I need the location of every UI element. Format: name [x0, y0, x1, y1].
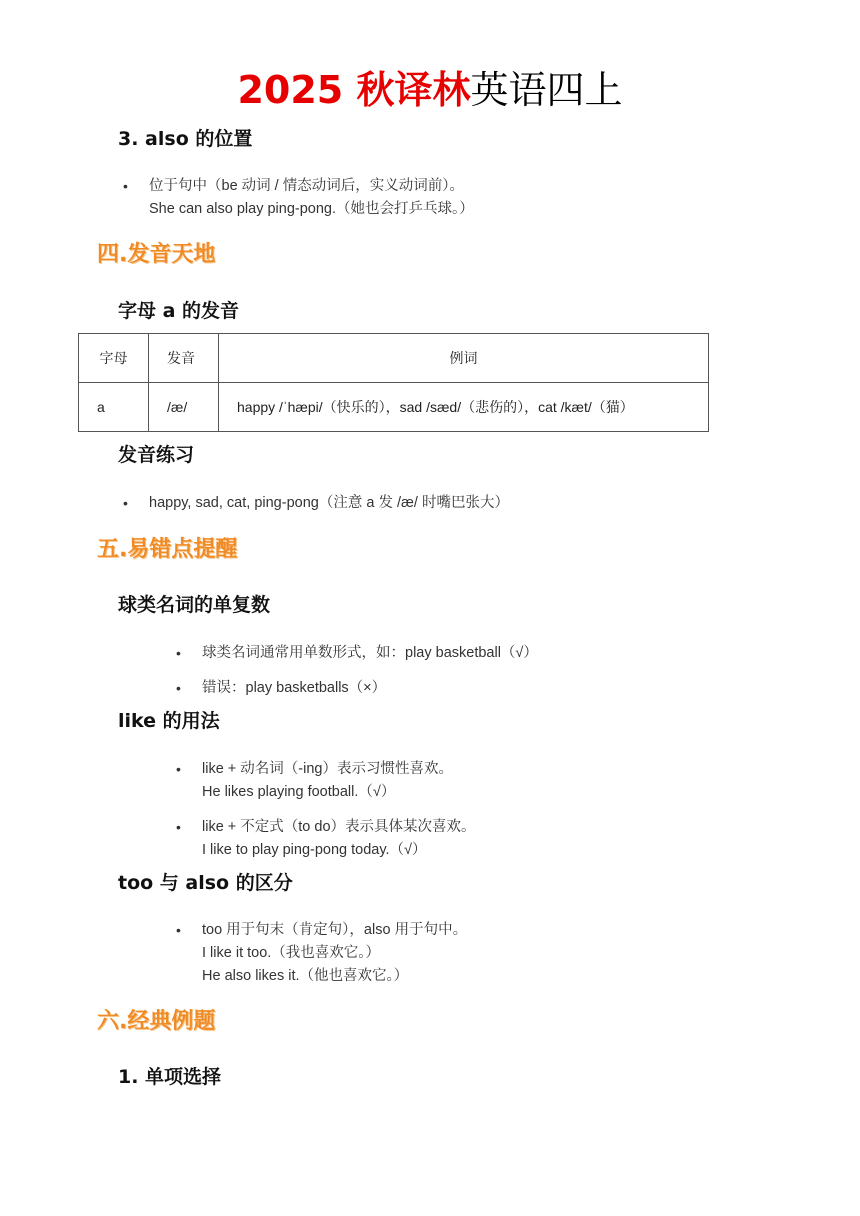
practice-bullet: [123, 492, 509, 515]
table-header-cell: 例词: [219, 334, 709, 383]
page-title: [0, 62, 860, 118]
title-year: 2025: [237, 68, 344, 112]
bullet-dot-icon: •: [123, 495, 128, 511]
bullet-text: like + 不定式（to do）表示具体某次喜欢。: [202, 819, 476, 835]
bullet-example: She can also play ping-pong.（她也会打乒乓球。）: [149, 201, 474, 217]
ball-nouns-bullet-1: [176, 642, 538, 665]
letter-a-heading: 字母 a 的发音: [118, 300, 240, 322]
bullet-dot-icon: •: [123, 178, 128, 194]
table-row: [79, 383, 709, 432]
section-heading-examples: 六.经典例题: [97, 1009, 216, 1034]
bullet-text: 位于句中（be 动词 / 情态动词后，实义动词前）。: [149, 178, 464, 194]
bullet-text: happy, sad, cat, ping-pong（注意 a 发 /æ/ 时嘴巴张大）: [149, 495, 509, 511]
bullet-example: He also likes it.（他也喜欢它。）: [202, 968, 409, 984]
bullet-text: 球类名词通常用单数形式，如：play basketball（√）: [202, 645, 538, 661]
table-cell: /æ/: [149, 383, 219, 432]
ball-nouns-bullet-2: [176, 677, 387, 700]
bullet-example: He likes playing football.（√）: [202, 784, 396, 800]
table-cell: happy /ˈhæpi/（快乐的），sad /sæd/（悲伤的），cat /kæt/（猫）: [219, 383, 709, 432]
ball-nouns-heading: 球类名词的单复数: [118, 594, 271, 616]
bullet-dot-icon: •: [176, 922, 181, 938]
title-subject: 英语四上: [470, 68, 623, 112]
table-header-row: [79, 334, 709, 383]
like-usage-heading: like 的用法: [118, 710, 220, 732]
table-header-cell: 字母: [79, 334, 149, 383]
pronunciation-table: [78, 333, 709, 432]
also-position-bullet: [123, 175, 474, 221]
bullet-text: like + 动名词（-ing）表示习惯性喜欢。: [202, 761, 453, 777]
practice-heading: 发音练习: [118, 444, 195, 466]
section-heading-common-mistakes: 五.易错点提醒: [97, 537, 238, 562]
like-usage-bullet-2: [176, 816, 476, 862]
table-header-cell: 发音: [149, 334, 219, 383]
single-choice-heading: 1. 单项选择: [118, 1066, 222, 1088]
like-usage-bullet-1: [176, 758, 453, 804]
bullet-dot-icon: •: [176, 819, 181, 835]
bullet-text: 错误：play basketballs（×）: [202, 680, 387, 696]
too-also-heading: too 与 also 的区分: [118, 872, 293, 894]
bullet-dot-icon: •: [176, 645, 181, 661]
title-series: 秋译林: [356, 68, 471, 112]
table-cell: a: [79, 383, 149, 432]
section-heading-pronunciation: 四.发音天地: [97, 242, 216, 267]
bullet-dot-icon: •: [176, 761, 181, 777]
also-position-heading: 3. also 的位置: [118, 128, 253, 150]
bullet-text: too 用于句末（肯定句），also 用于句中。: [202, 922, 468, 938]
bullet-example: I like it too.（我也喜欢它。）: [202, 945, 381, 961]
bullet-example: I like to play ping-pong today.（√）: [202, 842, 427, 858]
too-also-bullet: [176, 919, 468, 988]
bullet-dot-icon: •: [176, 680, 181, 696]
